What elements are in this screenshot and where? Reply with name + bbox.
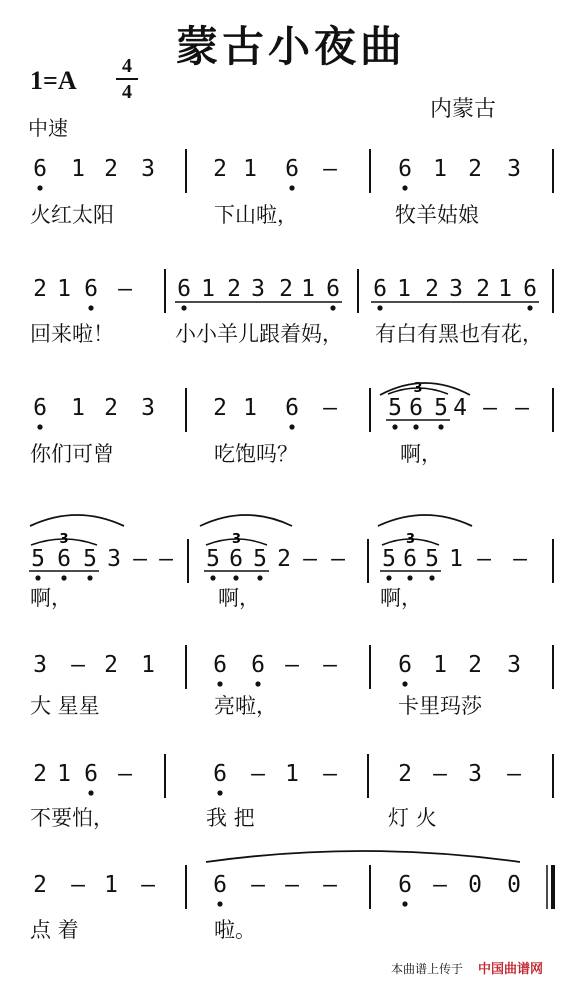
note: 5 — [382, 546, 396, 572]
lyric-segment: 啊， — [30, 586, 72, 610]
note: 3 — [107, 546, 121, 572]
low-octave-dot — [255, 681, 260, 686]
low-octave-dot — [35, 575, 40, 580]
lyric-segment: 啊， — [218, 586, 260, 610]
dash-extension: — — [118, 276, 132, 302]
note: 2 — [227, 276, 241, 302]
note: 3 — [141, 156, 155, 182]
note: 6 — [403, 546, 417, 572]
dash-extension: — — [323, 156, 337, 182]
note: 1 — [301, 276, 315, 302]
dash-extension: — — [323, 652, 337, 678]
lyric-segment: 啊， — [380, 586, 422, 610]
low-octave-dot — [413, 424, 418, 429]
note: 3 — [449, 276, 463, 302]
lyric-segment: 不要怕， — [30, 806, 114, 830]
note: 2 — [33, 276, 47, 302]
note: 1 — [141, 652, 155, 678]
note: 6 — [398, 652, 412, 678]
triplet-number: 3 — [59, 532, 69, 547]
note: 2 — [476, 276, 490, 302]
triplet-number: 3 — [405, 532, 416, 547]
low-octave-dot — [407, 575, 412, 580]
note: 5 — [31, 546, 45, 572]
low-octave-dot — [181, 305, 186, 310]
note: 6 — [213, 761, 227, 787]
note: 0 — [468, 872, 482, 898]
low-octave-dot — [257, 575, 262, 580]
low-octave-dot — [87, 575, 92, 580]
note: 6 — [373, 276, 387, 302]
note: 3 — [507, 652, 521, 678]
dash-extension: — — [507, 761, 521, 787]
low-octave-dot — [402, 185, 407, 190]
dash-extension: — — [477, 546, 491, 572]
note: 1 — [201, 276, 215, 302]
dash-extension: — — [323, 395, 337, 421]
low-octave-dot — [386, 575, 391, 580]
note: 6 — [84, 761, 98, 787]
note: 4 — [453, 395, 467, 421]
time-signature-top: 4 — [122, 55, 132, 77]
note: 2 — [104, 652, 118, 678]
note: 3 — [141, 395, 155, 421]
low-octave-dot — [429, 575, 434, 580]
note: 1 — [57, 276, 71, 302]
low-octave-dot — [330, 305, 335, 310]
dash-extension: — — [159, 546, 173, 572]
note: 1 — [433, 156, 447, 182]
lyric-segment: 回来啦！ — [30, 322, 114, 346]
dash-extension: — — [285, 652, 299, 678]
dash-extension: — — [433, 872, 447, 898]
dash-extension: — — [331, 546, 345, 572]
low-octave-dot — [289, 424, 294, 429]
low-octave-dot — [392, 424, 397, 429]
note: 5 — [434, 395, 448, 421]
note: 5 — [253, 546, 267, 572]
note: 3 — [507, 156, 521, 182]
low-octave-dot — [37, 185, 42, 190]
low-octave-dot — [527, 305, 532, 310]
note: 1 — [57, 761, 71, 787]
dash-extension: — — [141, 872, 155, 898]
slur — [206, 851, 520, 862]
note: 2 — [468, 156, 482, 182]
lyric-segment: 卡里玛莎 — [398, 694, 482, 718]
low-octave-dot — [217, 901, 222, 906]
upload-note: 本曲谱上传于 — [391, 962, 464, 976]
tempo-marking: 中速 — [28, 116, 68, 140]
lyric-segment: 灯 火 — [388, 806, 437, 830]
note: 2 — [425, 276, 439, 302]
low-octave-dot — [88, 790, 93, 795]
dash-extension: — — [483, 395, 497, 421]
note: 6 — [251, 652, 265, 678]
note: 5 — [83, 546, 97, 572]
triplet-number: 3 — [231, 532, 242, 547]
note: 6 — [33, 395, 47, 421]
dash-extension: — — [251, 761, 265, 787]
note: 1 — [285, 761, 299, 787]
note: 6 — [409, 395, 423, 421]
note: 1 — [433, 652, 447, 678]
note: 6 — [326, 276, 340, 302]
lyric-segment: 你们可曾 — [30, 442, 114, 466]
note: 3 — [468, 761, 482, 787]
note: 6 — [523, 276, 537, 302]
lyric-segment: 小小羊儿跟着妈， — [175, 322, 343, 346]
dash-extension: — — [433, 761, 447, 787]
low-octave-dot — [217, 790, 222, 795]
triplet-number: 3 — [413, 381, 423, 396]
note: 3 — [251, 276, 265, 302]
dash-extension: — — [251, 872, 265, 898]
time-signature-bar — [116, 78, 138, 80]
dash-extension: — — [515, 395, 529, 421]
note: 5 — [206, 546, 220, 572]
note: 2 — [33, 761, 47, 787]
lyric-segment: 吃饱吗？ — [214, 442, 298, 466]
note: 6 — [398, 156, 412, 182]
note: 6 — [57, 546, 71, 572]
lyric-segment: 点 着 — [30, 918, 79, 942]
note: 2 — [213, 395, 227, 421]
note: 1 — [71, 395, 85, 421]
note: 1 — [71, 156, 85, 182]
note: 5 — [425, 546, 439, 572]
lyric-segment: 大 星星 — [30, 694, 100, 718]
note: 2 — [104, 156, 118, 182]
note: 2 — [468, 652, 482, 678]
lyric-segment: 我 把 — [206, 806, 255, 830]
low-octave-dot — [217, 681, 222, 686]
low-octave-dot — [377, 305, 382, 310]
note: 2 — [213, 156, 227, 182]
note: 6 — [84, 276, 98, 302]
note: 3 — [33, 652, 47, 678]
low-octave-dot — [438, 424, 443, 429]
note: 1 — [104, 872, 118, 898]
note: 6 — [285, 395, 299, 421]
dash-extension: — — [285, 872, 299, 898]
dash-extension: — — [323, 872, 337, 898]
key-signature: 1=A — [30, 66, 77, 95]
song-origin: 内蒙古 — [430, 97, 497, 122]
note: 6 — [213, 652, 227, 678]
site-logo: 中国曲谱网 — [478, 962, 544, 977]
lyric-segment: 啦。 — [214, 918, 256, 942]
note: 1 — [243, 395, 257, 421]
note: 6 — [213, 872, 227, 898]
time-signature-bottom: 4 — [122, 81, 132, 103]
low-octave-dot — [233, 575, 238, 580]
note: 5 — [388, 395, 402, 421]
note: 1 — [449, 546, 463, 572]
lyric-segment: 下山啦， — [214, 203, 298, 227]
dash-extension: — — [323, 761, 337, 787]
note: 6 — [177, 276, 191, 302]
slur — [378, 515, 472, 526]
note: 6 — [285, 156, 299, 182]
note: 2 — [104, 395, 118, 421]
note: 0 — [507, 872, 521, 898]
dash-extension: — — [118, 761, 132, 787]
dash-extension: — — [133, 546, 147, 572]
low-octave-dot — [37, 424, 42, 429]
low-octave-dot — [210, 575, 215, 580]
note: 6 — [398, 872, 412, 898]
lyric-segment: 火红太阳 — [30, 203, 114, 227]
slur — [200, 515, 292, 526]
note: 2 — [398, 761, 412, 787]
dash-extension: — — [71, 872, 85, 898]
low-octave-dot — [402, 681, 407, 686]
note: 1 — [397, 276, 411, 302]
low-octave-dot — [88, 305, 93, 310]
slur — [30, 515, 124, 526]
time-signature — [116, 56, 138, 102]
lyric-segment: 啊， — [400, 442, 442, 466]
low-octave-dot — [402, 901, 407, 906]
lyric-segment: 有白有黑也有花， — [375, 322, 543, 346]
low-octave-dot — [61, 575, 66, 580]
note: 1 — [243, 156, 257, 182]
note: 1 — [498, 276, 512, 302]
note: 6 — [33, 156, 47, 182]
dash-extension: — — [303, 546, 317, 572]
lyric-segment: 亮啦， — [214, 694, 277, 718]
note: 6 — [229, 546, 243, 572]
low-octave-dot — [289, 185, 294, 190]
note: 2 — [277, 546, 291, 572]
note: 2 — [279, 276, 293, 302]
dash-extension: — — [513, 546, 527, 572]
lyric-segment: 牧羊姑娘 — [395, 203, 479, 227]
song-title: 蒙古小夜曲 — [175, 22, 406, 71]
note: 2 — [33, 872, 47, 898]
dash-extension: — — [71, 652, 85, 678]
